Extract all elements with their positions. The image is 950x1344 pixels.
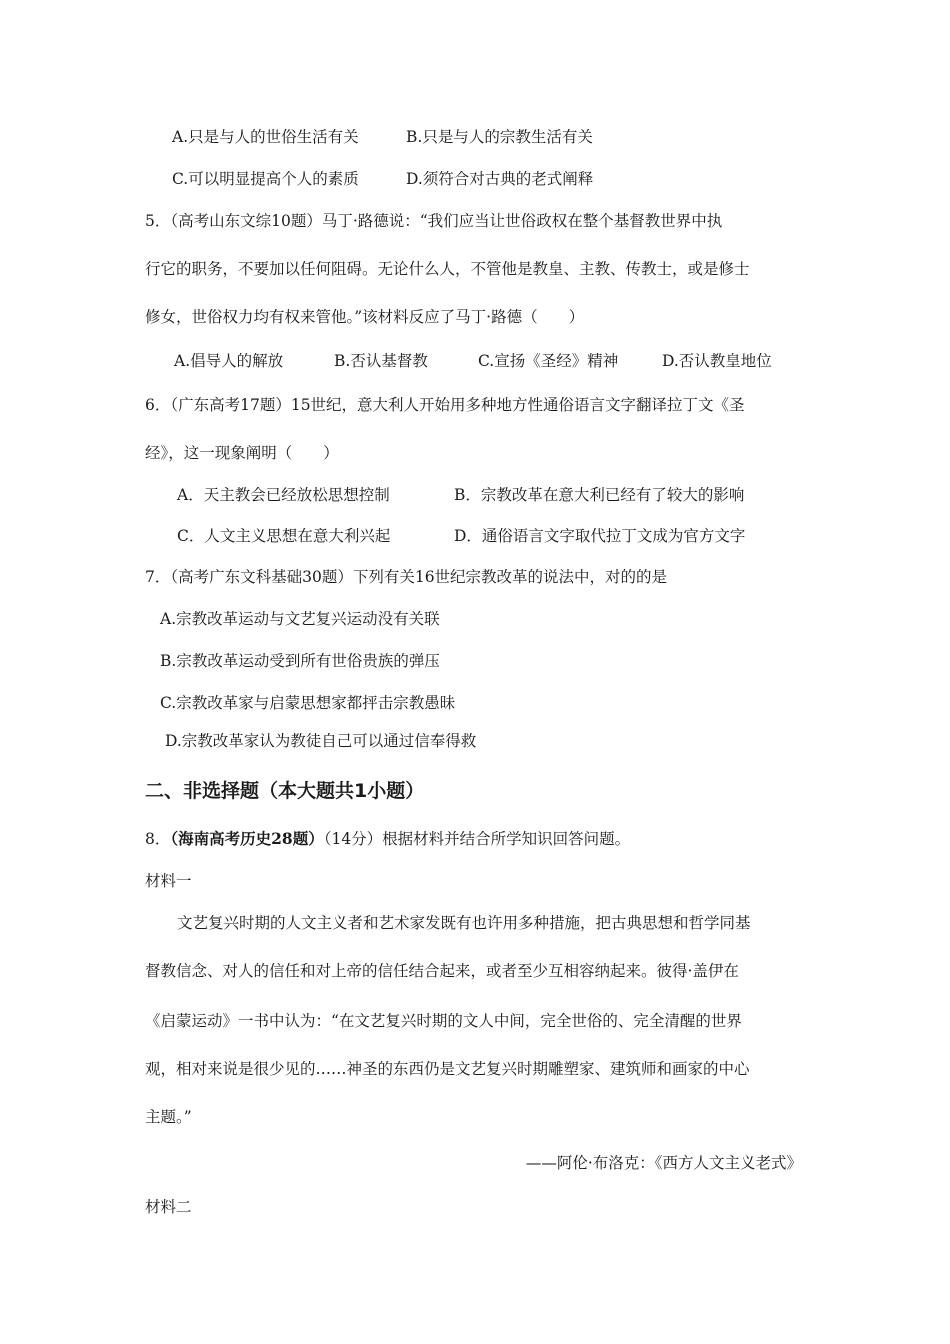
q6-option-d: D．通俗语言文字取代拉丁文成为官方文字 xyxy=(454,527,746,545)
q7-option-b: B.宗教改革运动受到所有世俗贵族的弹压 xyxy=(160,652,440,670)
q6-option-a: A．天主教会已经放松思想控制 xyxy=(177,486,390,504)
q4-option-a: A.只是与人的世俗生活有关 xyxy=(172,128,359,146)
q7-option-a: A.宗教改革运动与文艺复兴运动没有关联 xyxy=(160,610,440,628)
q6-stem-line-1: 6．（广东高考17题）15世纪，意大利人开始用多种地方性通俗语言文字翻译拉丁文《圣 xyxy=(145,396,745,414)
q5-option-a: A.倡导人的解放 xyxy=(174,352,284,370)
q5-option-c: C.宣扬《圣经》精神 xyxy=(478,352,619,370)
q5-stem-line-3: 修女，世俗权力均有权来管他。”该材料反应了马丁·路德（ ） xyxy=(145,308,585,326)
material-2-label: 材料二 xyxy=(145,1198,192,1216)
q7-option-c: C.宗教改革家与启蒙思想家都抨击宗教愚昧 xyxy=(160,694,456,712)
q4-option-c: C.可以明显提高个人的素质 xyxy=(172,170,359,188)
q7-option-d: D.宗教改革家认为教徒自己可以通过信奉得救 xyxy=(165,732,477,750)
section-heading: 二、非选择题（本大题共1小题） xyxy=(145,780,425,802)
q8-instruction: （14分）根据材料并结合所学知识回答问题。 xyxy=(323,830,631,848)
q7-stem-line-1: 7．（高考广东文科基础30题）下列有关16世纪宗教改革的说法中，对的的是 xyxy=(145,568,668,586)
q6-stem-line-2: 经》，这一现象阐明（ ） xyxy=(145,444,339,462)
material-1-line-2: 督教信念、对人的信任和对上帝的信任结合起来，或者至少互相容纳起来。彼得·盖伊在 xyxy=(145,962,739,980)
q4-option-b: B.只是与人的宗教生活有关 xyxy=(406,128,593,146)
material-1-label: 材料一 xyxy=(145,872,192,890)
q5-option-d: D.否认教皇地位 xyxy=(662,352,772,370)
material-1-line-5: 主题。” xyxy=(145,1108,192,1126)
q5-stem-line-2: 行它的职务，不要加以任何阻碍。无论什么人，不管他是教皇、主教、传教士，或是修士 xyxy=(145,260,750,278)
q5-option-b: B.否认基督教 xyxy=(334,352,428,370)
q8-stem xyxy=(145,828,630,850)
q6-option-b: B．宗教改革在意大利已经有了较大的影响 xyxy=(454,486,745,504)
q4-option-d: D.须符合对古典的老式阐释 xyxy=(406,170,594,188)
material-1-line-3: 《启蒙运动》一书中认为：“在文艺复兴时期的文人中间，完全世俗的、完全清醒的世界 xyxy=(145,1012,742,1030)
q8-number: 8． xyxy=(145,830,171,848)
material-1-citation: ——阿伦·布洛克：《西方人文主义老式》 xyxy=(525,1154,802,1172)
material-1-line-1: 文艺复兴时期的人文主义者和艺术家发既有也许用多种措施，把古典思想和哲学同基 xyxy=(177,914,751,932)
q5-stem-line-1: 5．（高考山东文综10题）马丁·路德说：“我们应当让世俗政权在整个基督教世界中执 xyxy=(145,212,723,230)
q8-source: （海南高考历史28题） xyxy=(170,829,324,848)
material-1-line-4: 观，相对来说是很少见的……神圣的东西仍是文艺复兴时期雕塑家、建筑师和画家的中心 xyxy=(145,1060,750,1078)
q6-option-c: C．人文主义思想在意大利兴起 xyxy=(177,527,391,545)
